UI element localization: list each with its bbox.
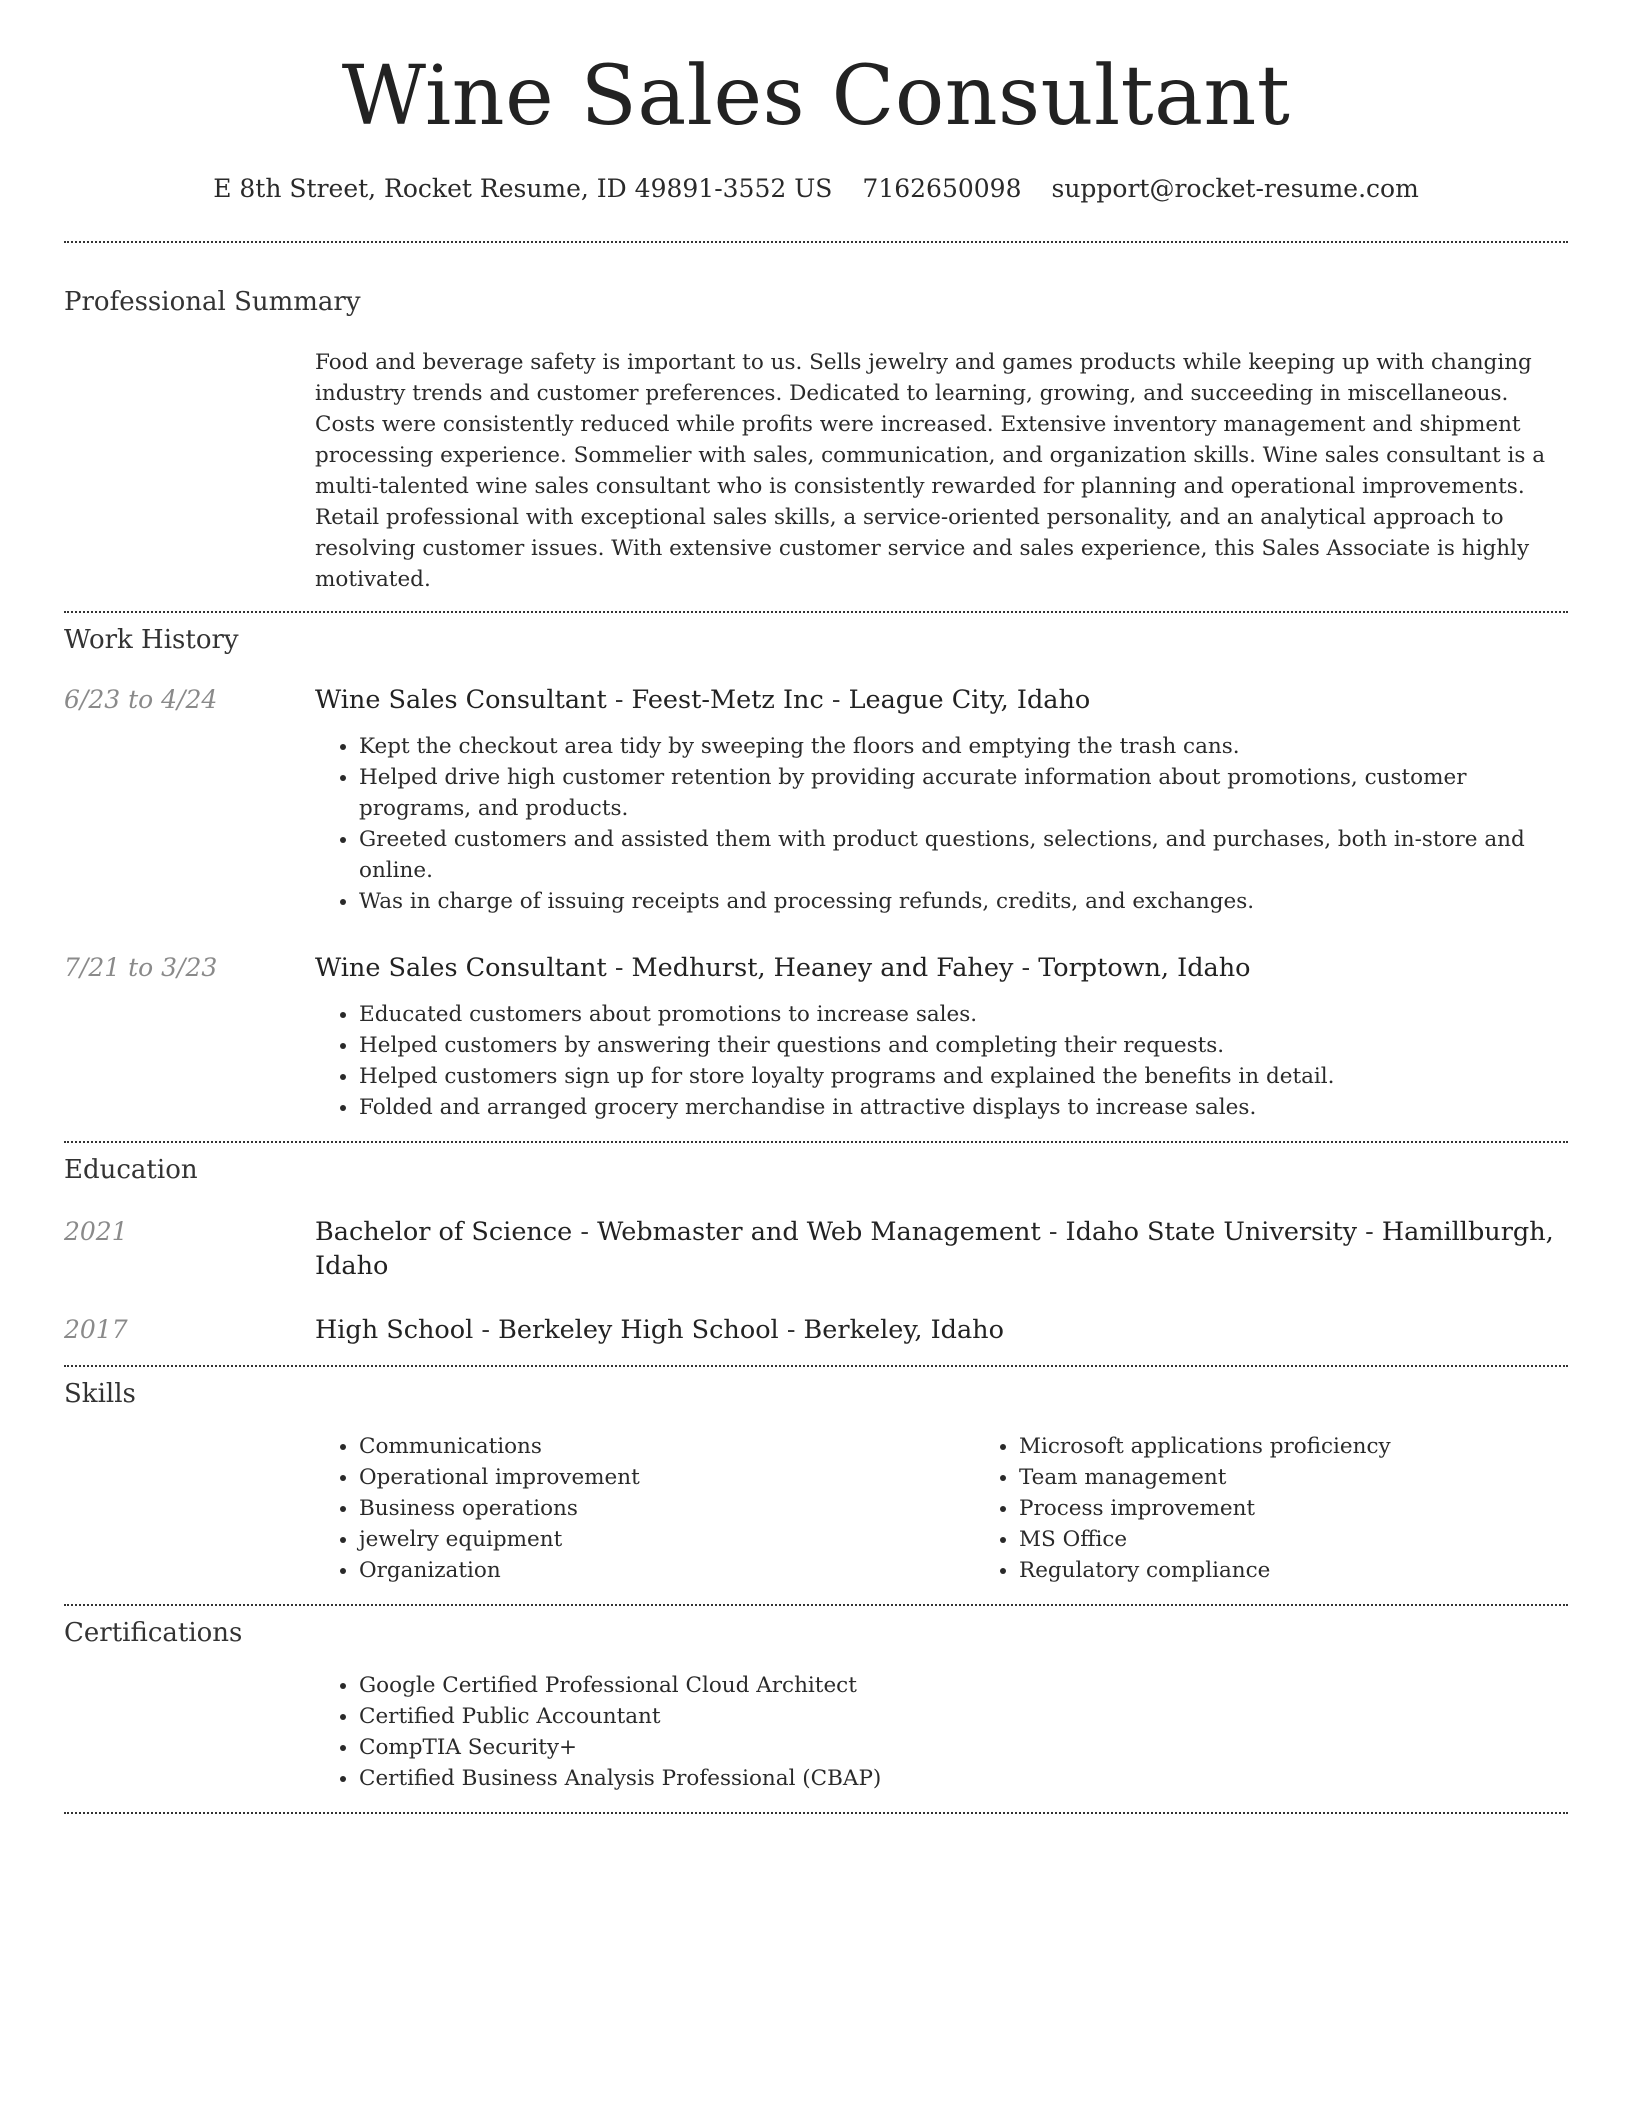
education-entry — [64, 1185, 1568, 1283]
job-heading: Wine Sales Consultant - Feest-Metz Inc - League City, Idaho — [315, 685, 1091, 716]
education-degree: Bachelor of Science — [315, 1217, 573, 1248]
section-title-work-history: Work History — [64, 625, 239, 656]
section-title-education: Education — [64, 1155, 198, 1186]
list-item: • Organization — [359, 1555, 975, 1586]
list-item: • Was in charge of issuing receipts and processing refunds, credits, and exchanges. — [359, 886, 1568, 917]
job-bullets — [315, 999, 1568, 1123]
job-location: Torptown, Idaho — [1038, 953, 1251, 984]
list-item: • Folded and arranged grocery merchandise in attractive displays to increase sales. — [359, 1092, 1568, 1123]
section-title-certifications: Certifications — [64, 1618, 243, 1649]
certifications-list — [315, 1670, 1568, 1794]
job-location: League City, Idaho — [848, 685, 1091, 716]
job-entry — [64, 655, 1568, 917]
summary-text: Food and beverage safety is important to us. Sells jewelry and games products while keeping up with changing industry trends and customer preferences. Dedicated to learning, growing, and succeeding in miscellaneous. Costs were consistently reduced while profits were increased. Extensive inventory management and shipment processing experience. Sommelier with sales, communication, and organization skills. Wine sales consultant is a multi-talented wine sales consultant who is consistently rewarded for planning and operational improvements. Retail professional with exceptional sales skills, a service-oriented personality, and an analytical approach to resolving customer issues. With extensive customer service and sales experience, this Sales Associate is highly motivated. — [315, 350, 1546, 593]
list-item: • Kept the checkout area tidy by sweeping the floors and emptying the trash cans. — [359, 731, 1568, 762]
skills-list-left — [315, 1431, 975, 1586]
skills-section — [64, 1367, 1568, 1604]
list-item: • Certified Public Accountant — [359, 1701, 1568, 1732]
list-item: • Helped customers by answering their questions and completing their requests. — [359, 1030, 1568, 1061]
job-dates: 7/21 to 3/23 — [64, 953, 218, 983]
job-bullets — [315, 731, 1568, 917]
phone: 7162650098 — [862, 174, 1022, 204]
list-item: • MS Office — [1019, 1524, 1632, 1555]
summary-section — [64, 243, 1568, 611]
job-heading: Wine Sales Consultant - Medhurst, Heaney and Fahey - Torptown, Idaho — [315, 953, 1251, 984]
list-item: • Helped customers sign up for store loyalty programs and explained the benefits in detail. — [359, 1061, 1568, 1092]
education-section — [64, 1143, 1568, 1365]
list-item: • Operational improvement — [359, 1462, 975, 1493]
list-item: • Educated customers about promotions to increase sales. — [359, 999, 1568, 1030]
list-item: • Communications — [359, 1431, 975, 1462]
job-company: Medhurst, Heaney and Fahey — [631, 953, 1014, 984]
list-item: • Google Certified Professional Cloud Architect — [359, 1670, 1568, 1701]
section-title-summary: Professional Summary — [64, 287, 361, 318]
candidate-name: Wine Sales Consultant — [341, 49, 1291, 144]
education-heading: High School - Berkeley High School - Berkeley, Idaho — [315, 1315, 1004, 1346]
education-entry — [64, 1283, 1568, 1365]
list-item: • Greeted customers and assisted them with product questions, selections, and purchases, both in-store and online. — [359, 824, 1568, 886]
education-year: 2017 — [64, 1315, 128, 1345]
divider — [64, 1812, 1568, 1814]
list-item: • CompTIA Security+ — [359, 1732, 1568, 1763]
job-dates: 6/23 to 4/24 — [64, 685, 218, 715]
contact-line — [64, 174, 1568, 203]
list-item: • Certified Business Analysis Professional (CBAP) — [359, 1763, 1568, 1794]
list-item: • Team management — [1019, 1462, 1632, 1493]
work-history-section — [64, 613, 1568, 1141]
email: support@rocket-resume.com — [1051, 174, 1419, 204]
list-item: • Helped drive high customer retention by providing accurate information about promotions, customer programs, and products. — [359, 762, 1568, 824]
education-school: Idaho State University — [1065, 1217, 1358, 1248]
job-role: Wine Sales Consultant — [315, 953, 607, 984]
job-role: Wine Sales Consultant — [315, 685, 607, 716]
list-item: • Microsoft applications proficiency — [1019, 1431, 1632, 1462]
list-item: • Business operations — [359, 1493, 975, 1524]
education-heading: Bachelor of Science - Webmaster and Web Management - Idaho State University - Hamillburgh, Idaho — [315, 1217, 1554, 1282]
job-company: Feest-Metz Inc — [631, 685, 824, 716]
education-degree: High School — [315, 1315, 474, 1346]
section-title-skills: Skills — [64, 1379, 136, 1410]
education-school: Berkeley High School — [498, 1315, 779, 1346]
list-item: • jewelry equipment — [359, 1524, 975, 1555]
certifications-section — [64, 1606, 1568, 1812]
education-year: 2021 — [64, 1217, 128, 1247]
address: E 8th Street, Rocket Resume, ID 49891-3552 US — [213, 174, 833, 204]
list-item: • Regulatory compliance — [1019, 1555, 1632, 1586]
education-location: Berkeley, Idaho — [803, 1315, 1004, 1346]
job-entry — [64, 917, 1568, 1123]
skills-list-right — [975, 1431, 1632, 1586]
list-item: • Process improvement — [1019, 1493, 1632, 1524]
education-field: Webmaster and Web Management — [597, 1217, 1041, 1248]
education-location: Hamillburgh, Idaho — [315, 1217, 1554, 1282]
